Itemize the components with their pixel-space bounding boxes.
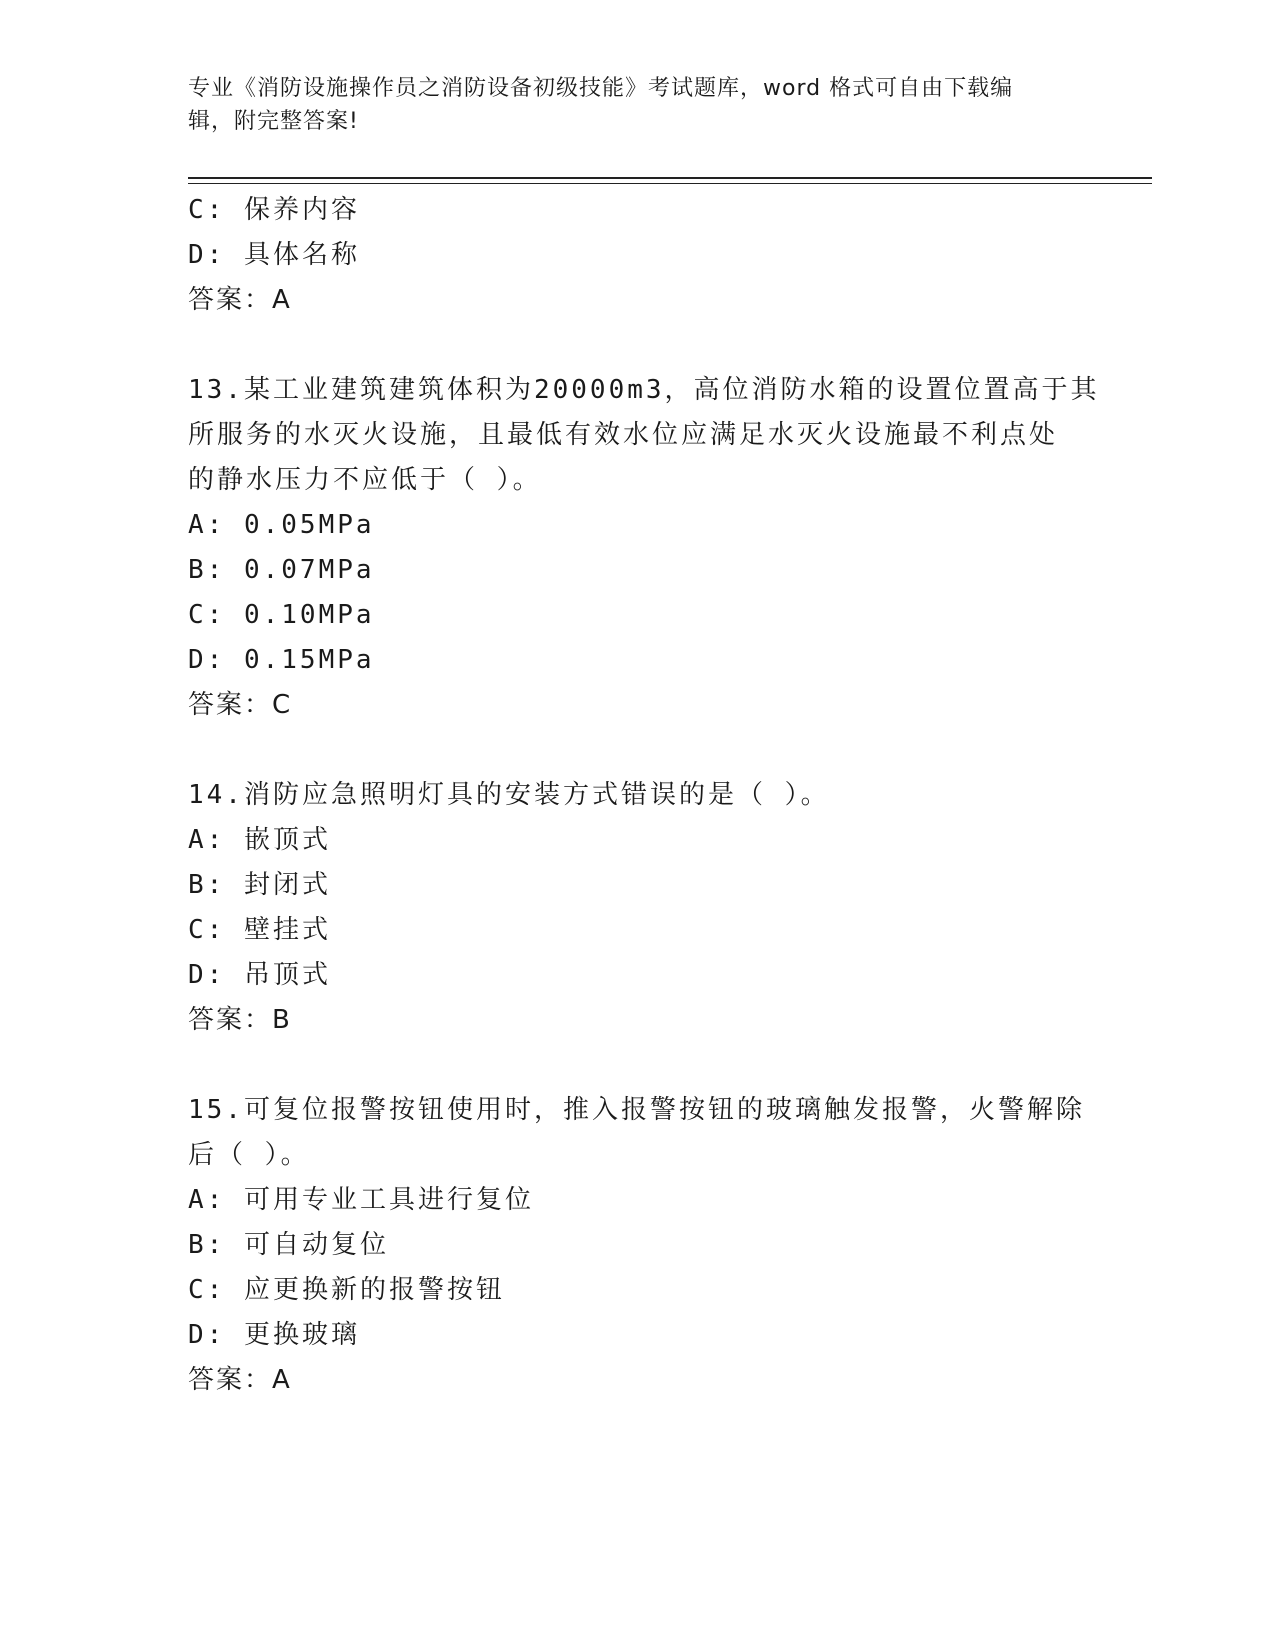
q14-option-a: A: 嵌顶式 [188,825,331,855]
header-rule-thin [188,183,1152,184]
header-line-2: 辑，附完整答案! [188,109,359,134]
q15-option-b: B: 可自动复位 [188,1230,389,1260]
q14-text-line-1: 14.消防应急照明灯具的安装方式错误的是（ ）。 [188,780,830,810]
header-line-1: 专业《消防设施操作员之消防设备初级技能》考试题库，word 格式可自由下载编 [188,76,1014,101]
q13-answer: 答案：C [188,690,293,720]
q15-option-a: A: 可用专业工具进行复位 [188,1185,534,1215]
q15-option-d: D: 更换玻璃 [188,1320,360,1350]
q15-text-line-2: 后（ ）。 [188,1140,310,1170]
prev-option-d: D: 具体名称 [188,240,360,270]
prev-answer: 答案：A [188,285,292,315]
q13-text-line-1: 13.某工业建筑建筑体积为20000m3，高位消防水箱的设置位置高于其 [188,375,1100,405]
q13-text-line-3: 的静水压力不应低于（ ）。 [188,465,542,495]
document-header [188,72,1088,138]
q13-option-c: C: 0.10MPa [188,600,375,630]
q15-answer: 答案：A [188,1365,292,1395]
q13-option-d: D: 0.15MPa [188,645,375,675]
q14-option-c: C: 壁挂式 [188,915,331,945]
q15-text-line-1: 15.可复位报警按钮使用时，推入报警按钮的玻璃触发报警，火警解除 [188,1095,1085,1125]
q14-option-d: D: 吊顶式 [188,960,331,990]
q13-text-line-2: 所服务的水灭火设施，且最低有效水位应满足水灭火设施最不利点处 [188,420,1059,450]
q14-option-b: B: 封闭式 [188,870,331,900]
q13-option-a: A: 0.05MPa [188,510,375,540]
q15-option-c: C: 应更换新的报警按钮 [188,1275,505,1305]
q14-answer: 答案：B [188,1005,292,1035]
q13-option-b: B: 0.07MPa [188,555,375,585]
header-rule-thick [188,177,1152,179]
prev-option-c: C: 保养内容 [188,195,360,225]
